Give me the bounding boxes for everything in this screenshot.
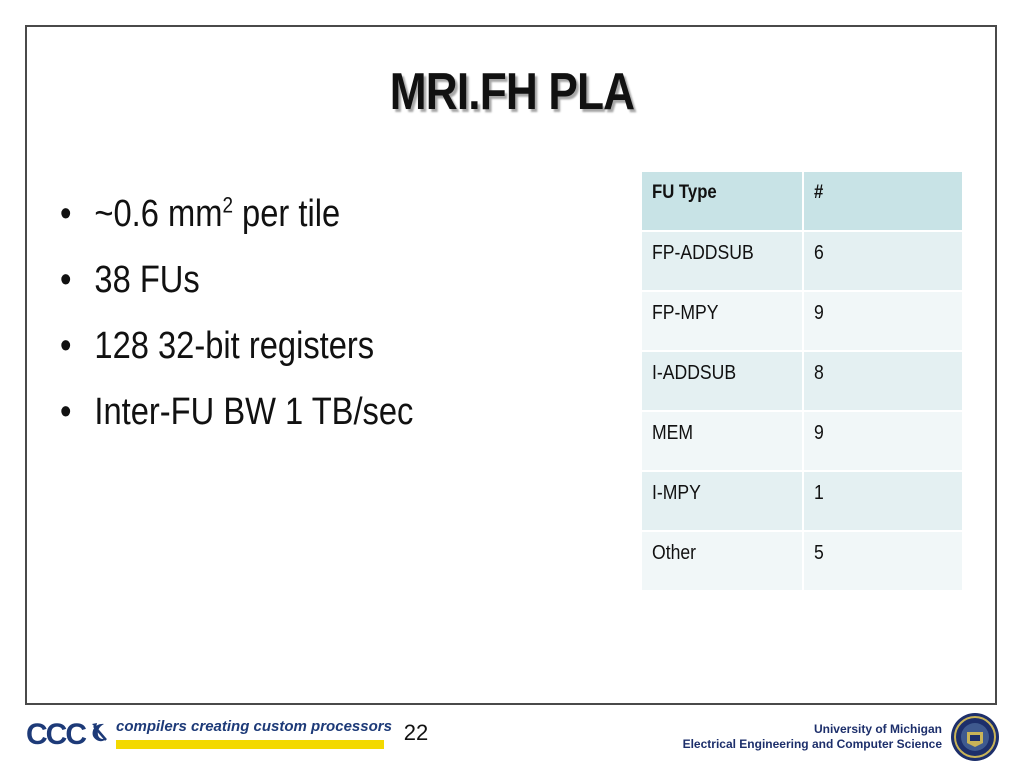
bullet-text: 38 FUs (94, 259, 200, 301)
ccc-logo-mark: CCC (26, 718, 85, 751)
footer-affiliation (683, 722, 942, 752)
page-number: 22 (403, 720, 429, 745)
bullet-item-registers (60, 322, 413, 388)
table-cell: FP-MPY (641, 291, 803, 351)
table-row (641, 411, 963, 471)
table-row (641, 531, 963, 591)
slide-title: MRI.FH PLA (389, 63, 635, 121)
table-cell: I-ADDSUB (641, 351, 803, 411)
bullet-text: 128 32-bit registers (94, 325, 375, 367)
bullet-text: ~0.6 mm (94, 193, 223, 235)
table-row (641, 351, 963, 411)
table-cell: MEM (641, 411, 803, 471)
department-name: Electrical Engineering and Computer Science (682, 737, 942, 751)
table-cell: 9 (803, 291, 963, 351)
bullet-text: Inter-FU BW 1 TB/sec (94, 391, 414, 433)
table-cell: 5 (803, 531, 963, 591)
ccc-yellow-bar (116, 740, 384, 749)
table-cell: I-MPY (641, 471, 803, 531)
hammer-sickle-icon (88, 720, 112, 746)
table-row (641, 231, 963, 291)
bullet-marker: • (60, 259, 72, 301)
table-header-row (641, 171, 963, 231)
bullet-text: per tile (232, 193, 341, 235)
ccc-logo (26, 716, 392, 756)
table-cell: Other (641, 531, 803, 591)
table-cell: 9 (803, 411, 963, 471)
table-header-cell: FU Type (641, 171, 803, 231)
table-row (641, 471, 963, 531)
bullet-list (60, 190, 471, 454)
table-cell: 1 (803, 471, 963, 531)
university-name: University of Michigan (813, 722, 942, 736)
table-header-cell: # (803, 171, 963, 231)
bullet-item-area (60, 190, 413, 256)
table-row (641, 291, 963, 351)
superscript: 2 (222, 192, 233, 218)
table-cell: 6 (803, 231, 963, 291)
bullet-item-fus (60, 256, 413, 322)
table-cell: FP-ADDSUB (641, 231, 803, 291)
ccc-tagline: compilers creating custom processors (116, 718, 392, 735)
bullet-marker: • (60, 193, 72, 235)
table-cell: 8 (803, 351, 963, 411)
fu-table (640, 170, 964, 592)
bullet-marker: • (60, 325, 72, 367)
bullet-marker: • (60, 391, 72, 433)
university-seal-icon (950, 712, 1000, 762)
bullet-item-bandwidth (60, 388, 413, 454)
